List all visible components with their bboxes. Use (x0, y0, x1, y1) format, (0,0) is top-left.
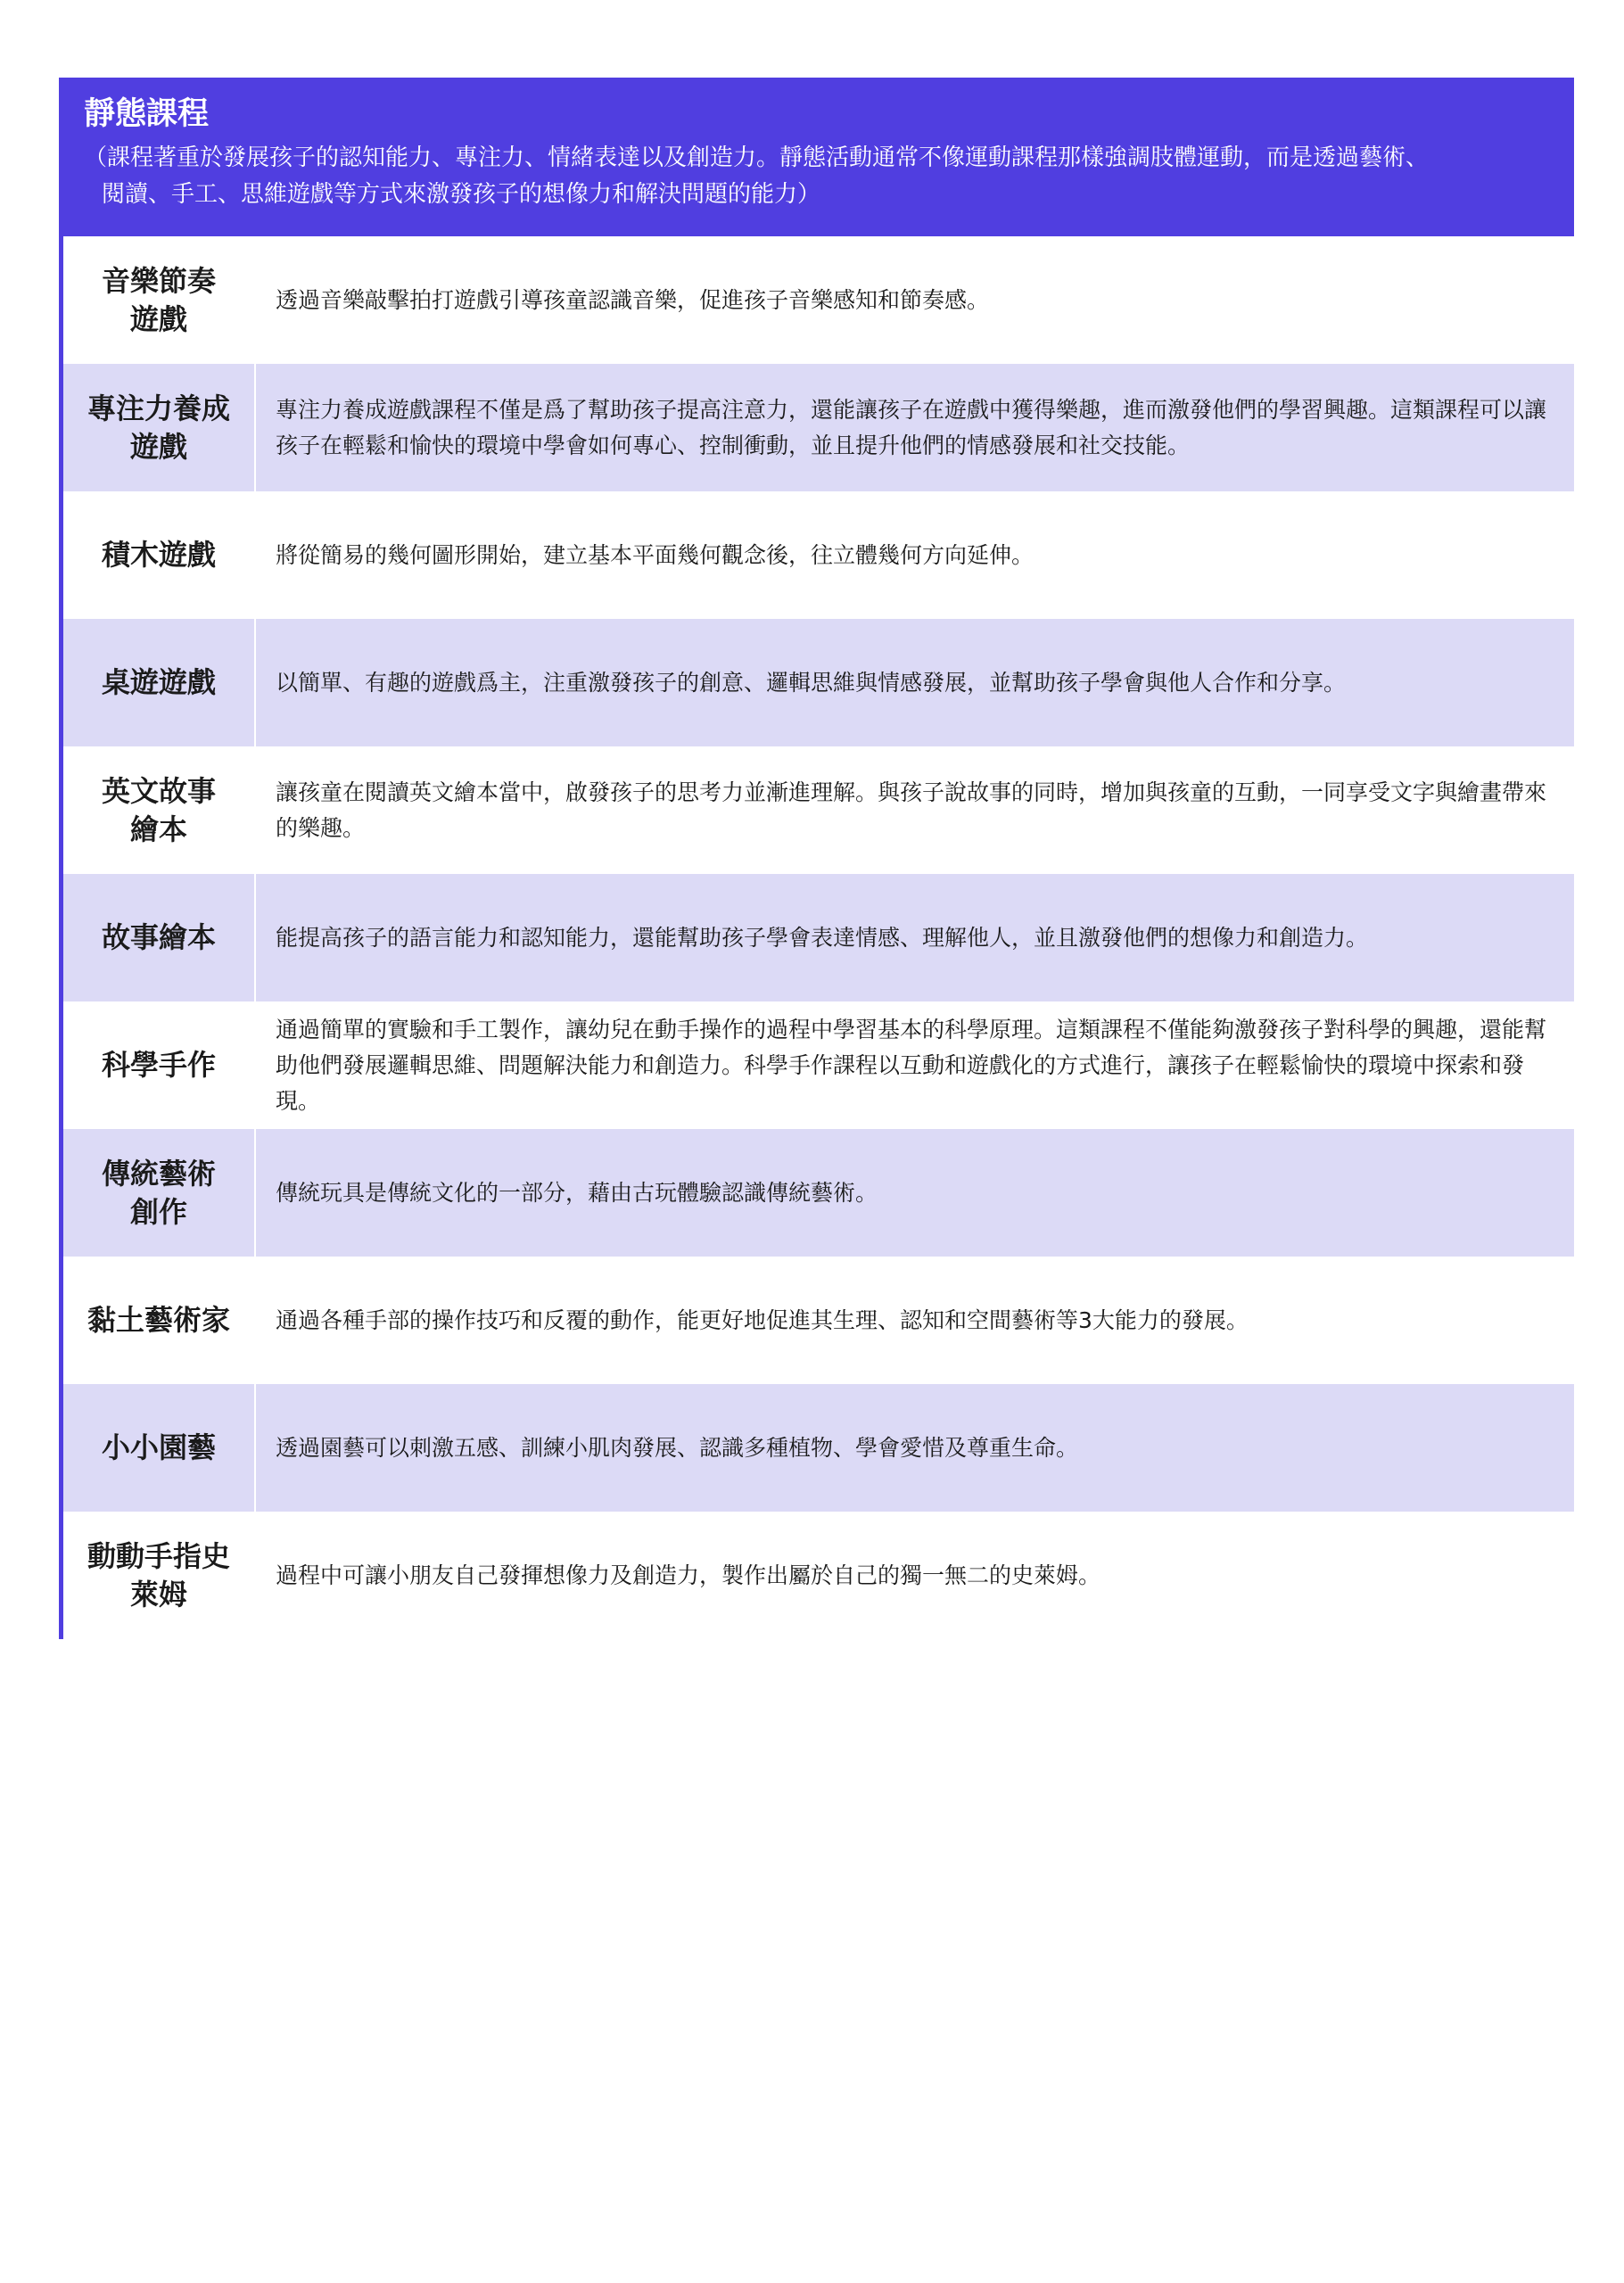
course-row (63, 491, 1574, 619)
course-description: 過程中可讓小朋友自己發揮想像力及創造力，製作出屬於自己的獨一無二的史萊姆。 (276, 1562, 1101, 1588)
course-name: 科學手作 (101, 1048, 216, 1082)
section-title: 靜態課程 (84, 96, 210, 132)
course-name: 英文故事 繪本 (101, 773, 216, 846)
course-description: 能提高孩子的語言能力和認知能力，還能幫助孩子學會表達情感、理解他人，並且激發他們的想像力和創造力。 (276, 924, 1369, 951)
static-courses-panel (59, 78, 1574, 1639)
course-name: 黏土藝術家 (87, 1303, 230, 1337)
course-description: 傳統玩具是傳統文化的一部分，藉由古玩體驗認識傳統藝術。 (276, 1179, 878, 1206)
course-name: 桌遊遊戲 (63, 619, 256, 746)
course-description: 通過各種手部的操作技巧和反覆的動作，能更好地促進其生理、認知和空間藝術等3大能力的發展。 (276, 1306, 1249, 1333)
section-description-line1: （課程著重於發展孩子的認知能力、專注力、情緒表達以及創造力。靜態活動通常不像運動課程那樣強調肢體運動，而是透過藝術、 (84, 144, 1430, 171)
course-name: 專注力養成 遊戲 (63, 364, 256, 491)
course-row (63, 1512, 1574, 1639)
course-row (63, 364, 1574, 491)
course-name: 傳統藝術 創作 (63, 1129, 256, 1257)
course-name: 動動手指史 萊姆 (87, 1538, 230, 1611)
course-row (63, 1384, 1574, 1512)
course-description: 透過園藝可以刺激五感、訓練小肌肉發展、認識多種植物、學會愛惜及尊重生命。 (276, 1434, 1079, 1461)
section-description-line2: 閱讀、手工、思維遊戲等方式來激發孩子的想像力和解決問題的能力） (102, 181, 821, 208)
course-name: 音樂節奏 遊戲 (101, 263, 216, 336)
course-row (63, 746, 1574, 874)
course-description: 透過音樂敲擊拍打遊戲引導孩童認識音樂，促進孩子音樂感知和節奏感。 (276, 286, 990, 313)
course-description: 專注力養成遊戲課程不僅是爲了幫助孩子提高注意力，還能讓孩子在遊戲中獲得樂趣，進而激發他們的學習興趣。這類課程可以讓孩子在輕鬆和愉快的環境中學會如何專心、控制衝動，並且提升他們的情感發展和社交技能。 (276, 396, 1547, 458)
course-row (63, 1257, 1574, 1384)
course-name: 積木遊戲 (101, 538, 216, 572)
section-description (84, 140, 1549, 213)
course-description: 讓孩童在閱讀英文繪本當中，啟發孩子的思考力並漸進理解。與孩子說故事的同時，增加與孩童的互動，一同享受文字與繪畫帶來的樂趣。 (276, 779, 1547, 841)
course-name: 小小園藝 (63, 1384, 256, 1512)
course-row (63, 1129, 1574, 1257)
course-description: 以簡單、有趣的遊戲爲主，注重激發孩子的創意、邏輯思維與情感發展，並幫助孩子學會與他人合作和分享。 (276, 669, 1347, 696)
course-row (63, 619, 1574, 746)
course-name: 故事繪本 (63, 874, 256, 1001)
section-header (59, 78, 1574, 236)
course-row (63, 236, 1574, 364)
course-row (63, 874, 1574, 1001)
course-description: 將從簡易的幾何圖形開始，建立基本平面幾何觀念後，往立體幾何方向延伸。 (276, 541, 1035, 568)
course-table (59, 236, 1574, 1639)
course-row (63, 1001, 1574, 1129)
course-description: 通過簡單的實驗和手工製作，讓幼兒在動手操作的過程中學習基本的科學原理。這類課程不僅能夠激發孩子對科學的興趣，還能幫助他們發展邏輯思維、問題解決能力和創造力。科學手作課程以互動和遊戲化的方式進行，讓孩子在輕鬆愉快的環境中探索和發現。 (276, 1016, 1547, 1114)
